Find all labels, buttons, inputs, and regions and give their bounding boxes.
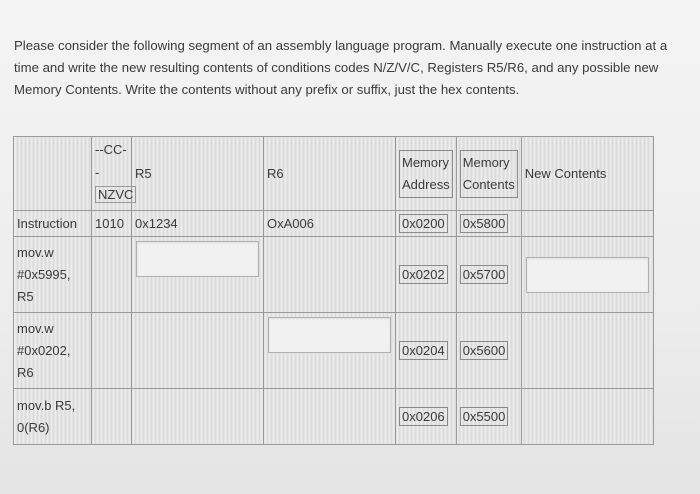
mem-contents-label-1: Memory <box>462 154 510 170</box>
address-cell: 0x0204 <box>396 313 457 389</box>
address-cell: 0x0202 <box>396 237 457 313</box>
header-r5 <box>132 137 264 211</box>
initial-address: 0x0200 <box>396 211 457 237</box>
answer-table <box>13 136 654 445</box>
contents-cell: 0x5600 <box>456 313 521 389</box>
address-cell: 0x0206 <box>396 389 457 445</box>
header-r6 <box>264 137 396 211</box>
question-text: Please consider the following segment of an assembly language program. Manually execute one instruction at a time and write the new resulting contents of conditions codes N/Z/V/C, Registers R5/R6, and any possible new Memory Contents. Write the contents without any prefix or suffix, just the hex contents. <box>14 38 668 97</box>
header-row <box>14 137 654 211</box>
header-memory-address <box>396 137 457 211</box>
r6-answer-cell[interactable] <box>264 389 396 445</box>
new-contents-input[interactable] <box>526 257 649 293</box>
contents-cell: 0x5500 <box>456 389 521 445</box>
r5-answer-input[interactable] <box>136 241 259 277</box>
instruction-cell: mov.b R5, 0(R6) <box>14 389 92 445</box>
instruction-cell: mov.w #0x0202, R6 <box>14 313 92 389</box>
r6-label: R6 <box>267 166 284 181</box>
instruction-row <box>14 389 654 445</box>
contents-cell: 0x5700 <box>456 237 521 313</box>
initial-row <box>14 211 654 237</box>
header-memory-contents <box>456 137 521 211</box>
cc-dash: - <box>95 164 100 180</box>
cc-nzvc-label: NZVC <box>95 186 136 203</box>
new-contents-cell[interactable] <box>521 313 653 389</box>
r6-answer-cell <box>264 313 396 389</box>
initial-new-contents <box>521 211 653 237</box>
cc-answer-cell[interactable] <box>92 313 132 389</box>
new-contents-cell[interactable] <box>521 389 653 445</box>
mem-contents-label-2: Contents <box>462 176 515 192</box>
cc-label: --CC- <box>95 141 127 157</box>
initial-contents: 0x5800 <box>456 211 521 237</box>
new-contents-cell <box>521 237 653 313</box>
new-contents-label: New Contents <box>524 166 607 181</box>
instruction-cell: mov.w #0x5995, R5 <box>14 237 92 313</box>
header-cc <box>92 137 132 211</box>
initial-r5: 0x1234 <box>132 211 264 237</box>
instruction-row <box>14 237 654 313</box>
mem-address-label-1: Memory <box>402 154 449 170</box>
header-instruction <box>14 137 92 211</box>
initial-label: Instruction <box>14 211 92 237</box>
initial-r6: OxA006 <box>264 211 396 237</box>
header-new-contents <box>521 137 653 211</box>
instruction-row <box>14 313 654 389</box>
cc-answer-cell[interactable] <box>92 389 132 445</box>
r6-answer-input[interactable] <box>268 317 391 353</box>
initial-cc: 1010 <box>92 211 132 237</box>
r5-label: R5 <box>135 166 152 181</box>
r6-answer-cell[interactable] <box>264 237 396 313</box>
mem-address-label-2: Address <box>402 176 450 192</box>
r5-answer-cell[interactable] <box>132 389 264 445</box>
r5-answer-cell[interactable] <box>132 313 264 389</box>
r5-answer-cell <box>132 237 264 313</box>
cc-answer-cell[interactable] <box>92 237 132 313</box>
